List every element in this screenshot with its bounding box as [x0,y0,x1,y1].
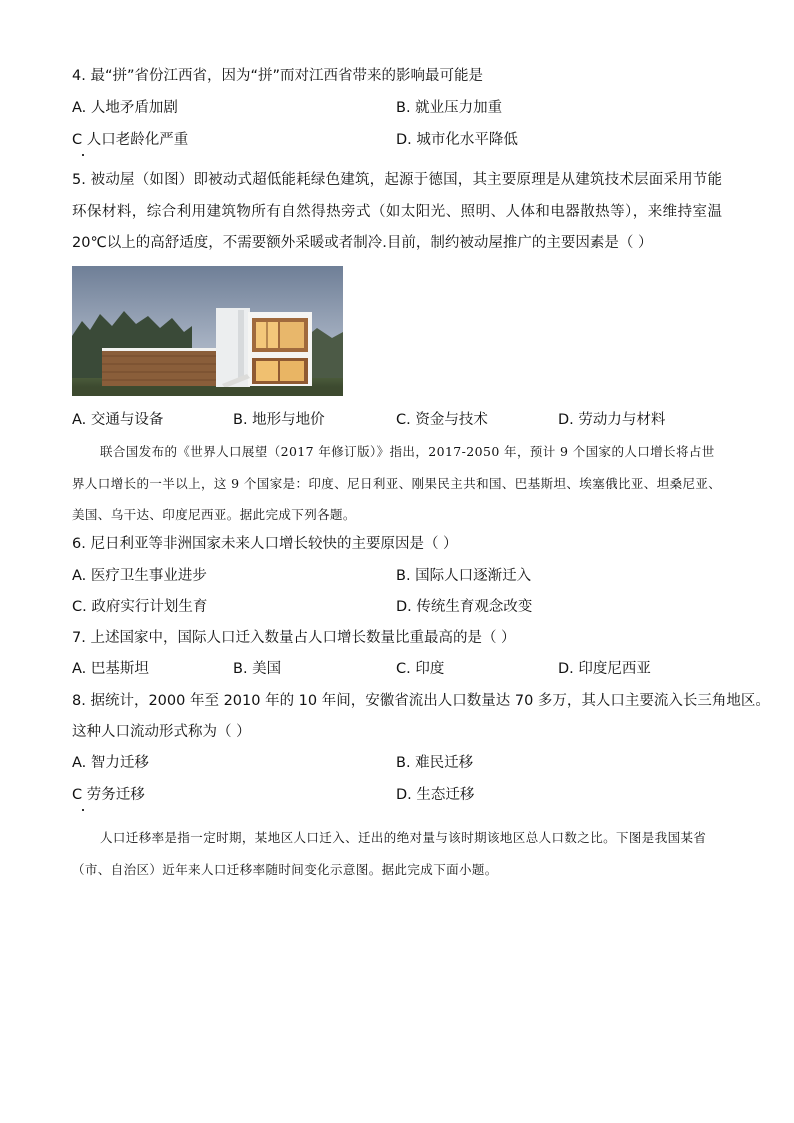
q5-option-b: B. 地形与地价 [233,412,325,428]
q4-option-d: D. 城市化水平降低 [396,132,518,148]
q4-option-b: B. 就业压力加重 [396,100,503,116]
q4-option-c: C 人口老龄化严重 [72,132,189,148]
q7-stem: 7. 上述国家中，国际人口迁入数量占人口增长数量比重最高的是（ ） [72,630,516,646]
q6-option-a: A. 医疗卫生事业进步 [72,568,207,584]
q5-stem: 5. 被动屋（如图）即被动式超低能耗绿色建筑，起源于德国，其主要原理是从建筑技术层面采用节能环保材料，综合利用建筑物所有自然得热旁式（如太阳光、照明、人体和电器散热等），来维持室温 20℃以上的高舒适度，不需要额外采暖或者制冷.目前，制约被动屋推广的主要因素是（ ） [72,172,722,251]
q7-option-c: C. 印度 [396,661,445,677]
q7-option-a: A. 巴基斯坦 [72,661,149,677]
q6-option-c: C. 政府实行计划生育 [72,599,208,615]
q8-stem-line1: 8. 据统计，2000 年至 2010 年的 10 年间，安徽省流出人口数量达 70 多万，其人口主要流入长三角地区。 [72,693,770,709]
q8-option-a: A. 智力迁移 [72,755,149,771]
q6-option-b: B. 国际人口逐渐迁入 [396,568,532,584]
q5-option-a: A. 交通与设备 [72,412,164,428]
q7-option-d: D. 印度尼西亚 [558,661,651,677]
reading-passage-population: 联合国发布的《世界人口展望（2017 年修订版）》指出，2017-2050 年，预计 9 个国家的人口增长将占世界人口增长的一半以上，这 9 个国家是：印度、尼日利亚、刚果民主共和国、巴基斯坦、埃塞俄比亚、坦桑尼亚、美国、乌干达、印度尼西亚。据此完成下列各题。 [72,444,722,522]
q8-option-d: D. 生态迁移 [396,787,475,803]
q6-option-d: D. 传统生育观念改变 [396,599,533,615]
stray-dot [82,154,84,156]
q4-option-a: A. 人地矛盾加剧 [72,100,178,116]
q6-stem: 6. 尼日利亚等非洲国家未来人口增长较快的主要原因是（ ） [72,536,458,552]
reading-passage-migration-rate: 人口迁移率是指一定时期，某地区人口迁入、迁出的绝对量与该时期该地区总人口数之比。下图是我国某省（市、自治区）近年来人口迁移率随时间变化示意图。据此完成下面小题。 [72,830,707,877]
q5-option-c: C. 资金与技术 [396,412,488,428]
q4-stem: 4. 最“拼”省份江西省，因为“拼”而对江西省带来的影响最可能是 [72,68,483,84]
q8-option-b: B. 难民迁移 [396,755,474,771]
q8-stem-line2: 这种人口流动形式称为（ ） [72,724,251,740]
q5-option-d: D. 劳动力与材料 [558,412,666,428]
stray-dot [82,809,84,811]
q8-option-c: C 劳务迁移 [72,787,145,803]
passive-house-photo [72,266,343,396]
q7-option-b: B. 美国 [233,661,282,677]
